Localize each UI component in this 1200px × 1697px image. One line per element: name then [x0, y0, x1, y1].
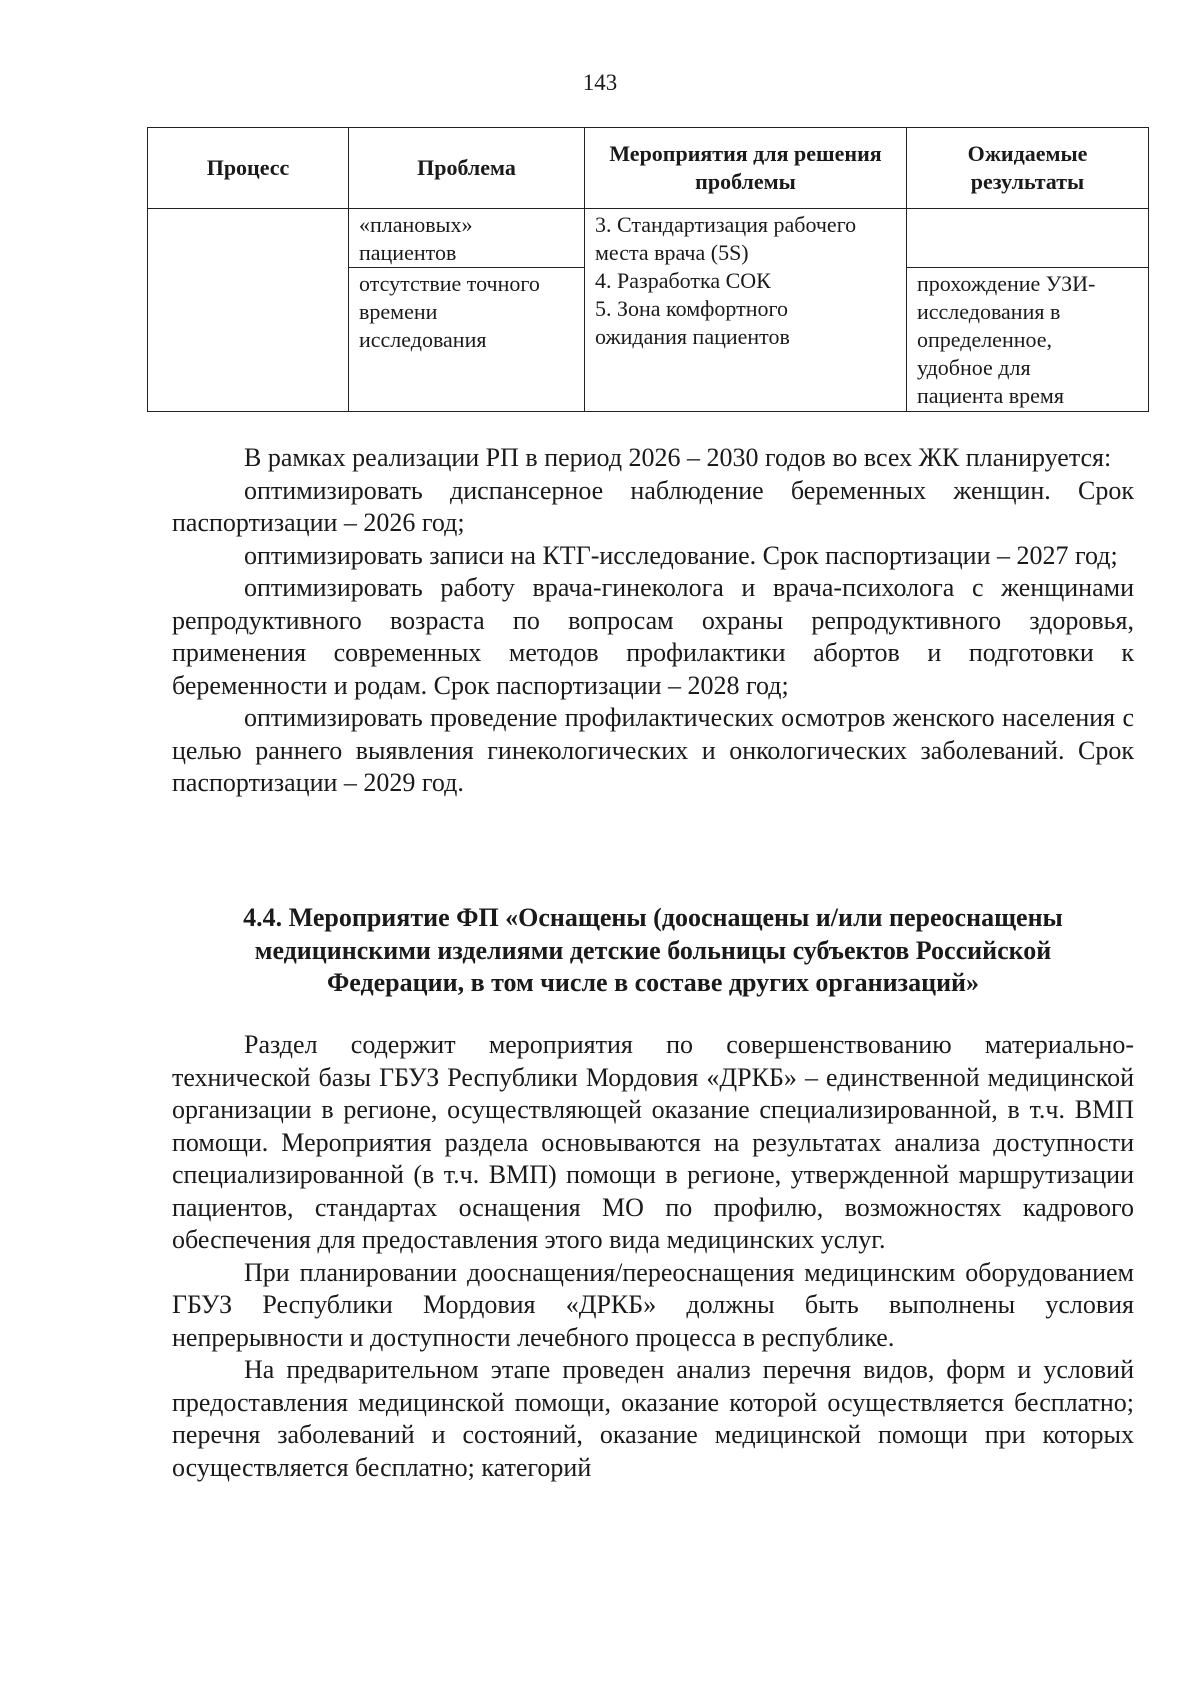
- cell-line: ожидания пациентов: [595, 324, 790, 349]
- section-2-body: [172, 1029, 1134, 1484]
- cell-results: [907, 209, 1149, 268]
- cell-line: 5. Зона комфортного: [595, 296, 788, 321]
- header-measures: Мероприятия для решения проблемы: [585, 128, 907, 209]
- paragraph: В рамках реализации РП в период 2026 – 2030 годов во всех ЖК планируется:: [244, 443, 1112, 472]
- cell-line: 4. Разработка СОК: [595, 268, 771, 293]
- page-number: 143: [582, 70, 618, 95]
- cell-results: [907, 268, 1149, 412]
- cell-line: пациентов: [359, 240, 457, 265]
- cell-line: «плановых»: [359, 212, 473, 237]
- paragraph: На предварительном этапе проведен анализ перечня видов, форм и условий предоставления медицинской помощи, оказание которой осуществляется бесплатно; перечня заболеваний и состояний, оказание медицинской помощи при которых осуществляется бесплатно; категорий: [172, 1355, 1134, 1482]
- header-problem: Проблема: [349, 128, 585, 209]
- header-process: Процесс: [148, 128, 349, 209]
- paragraph: оптимизировать проведение профилактических осмотров женского населения с целью раннего выявления гинекологических и онкологических заболеваний. Срок паспортизации – 2029 год.: [172, 703, 1134, 797]
- table-row: [148, 209, 1149, 268]
- cell-problem: [349, 268, 585, 412]
- cell-measures: [585, 209, 907, 412]
- cell-line: определенное,: [917, 327, 1053, 352]
- cell-line: времени: [359, 299, 438, 324]
- paragraph: оптимизировать работу врача-гинеколога и врача-психолога с женщинами репродуктивного возраста по вопросам охраны репродуктивного здоровья, применения современных методов профилактики абортов и подготовки к беременности и родам. Срок паспортизации – 2028 год;: [172, 573, 1134, 700]
- paragraph: оптимизировать диспансерное наблюдение беременных женщин. Срок паспортизации – 2026 год;: [172, 475, 1134, 537]
- heading-line: Федерации, в том числе в составе других организаций»: [326, 968, 980, 997]
- heading-line: 4.4. Мероприятие ФП «Оснащены (дооснащены и/или переоснащены: [243, 903, 1063, 932]
- cell-line: исследования: [359, 327, 487, 352]
- cell-line: исследования в: [917, 299, 1061, 324]
- section-1-body: [172, 442, 1134, 800]
- table-header-row: [148, 128, 1149, 209]
- cell-line: 3. Стандартизация рабочего: [595, 212, 857, 237]
- paragraph: Раздел содержит мероприятия по совершенствованию материально-технической базы ГБУЗ Республики Мордовия «ДРКБ» – единственной медицинской организации в регионе, осуществляющей оказание специализированной, в т.ч. ВМП помощи. Мероприятия раздела основываются на результатах анализа доступности специализированной (в т.ч. ВМП) помощи в регионе, утвержденной маршрутизации пациентов, стандартах оснащения МО по профилю, возможностях кадрового обеспечения для предоставления этого вида медицинских услуг.: [172, 1030, 1134, 1254]
- paragraph: оптимизировать записи на КТГ-исследование. Срок паспортизации – 2027 год;: [244, 540, 1118, 570]
- cell-line: пациента время: [917, 383, 1064, 408]
- cell-line: прохождение УЗИ-: [917, 271, 1096, 296]
- cell-problem: [349, 209, 585, 268]
- paragraph: При планировании дооснащения/переоснащения медицинским оборудованием ГБУЗ Республики Мордовия «ДРКБ» должны быть выполнены условия непрерывности и доступности лечебного процесса в республике.: [172, 1257, 1134, 1352]
- measures-table: [147, 127, 1149, 412]
- heading-line: медицинскими изделиями детские больницы субъектов Российской: [254, 935, 1052, 965]
- cell-line: места врача (5S): [595, 240, 749, 265]
- cell-process: [148, 209, 349, 412]
- cell-line: удобное для: [917, 355, 1031, 380]
- header-results: Ожидаемые результаты: [907, 128, 1149, 209]
- cell-line: отсутствие точного: [359, 271, 540, 296]
- section-heading: [172, 902, 1134, 1000]
